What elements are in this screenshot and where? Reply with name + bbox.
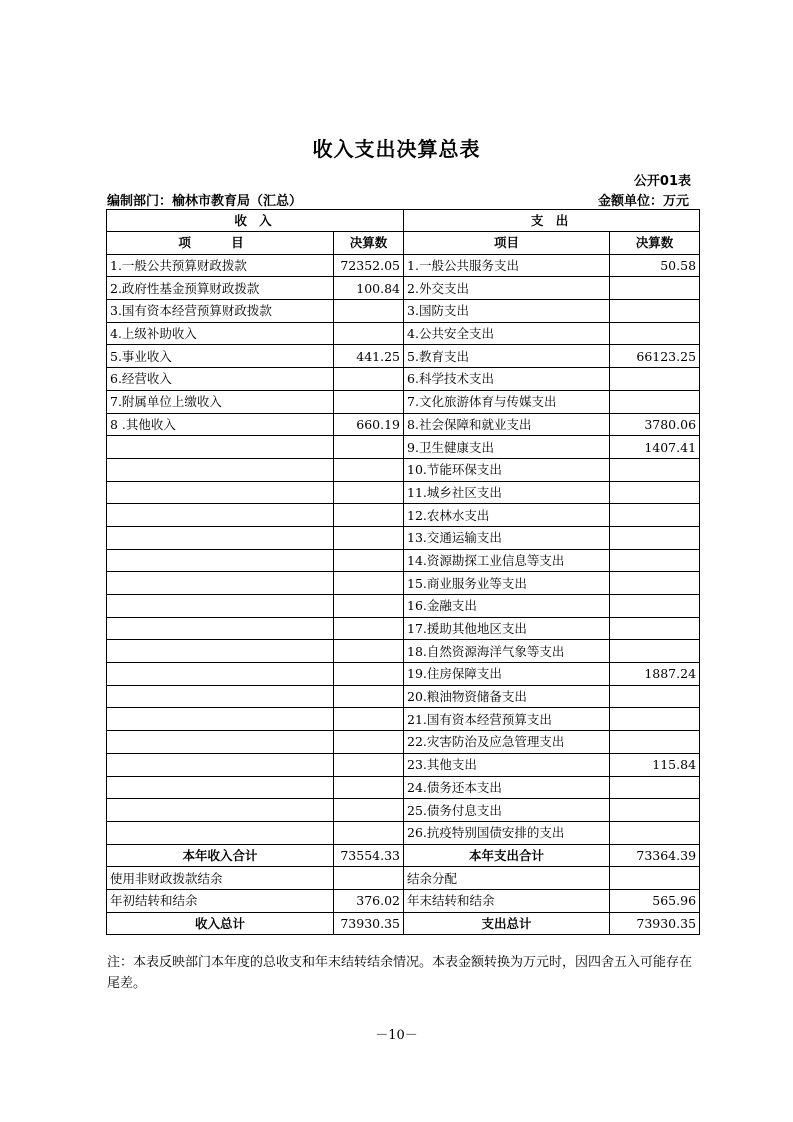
expense-amount-cell — [610, 504, 700, 527]
expense-amount-cell — [610, 708, 700, 731]
expense-amount-cell — [610, 572, 700, 595]
balance-expense-label: 年末结转和结余 — [404, 889, 610, 912]
table-row — [107, 277, 700, 300]
expense-item-cell: 9.卫生健康支出 — [404, 436, 610, 459]
table-row — [107, 300, 700, 323]
column-header-row — [107, 232, 700, 255]
table-row — [107, 617, 700, 640]
table-row — [107, 685, 700, 708]
expense-item-cell: 17.援助其他地区支出 — [404, 617, 610, 640]
income-amount-cell — [334, 572, 404, 595]
income-amount-cell — [334, 458, 404, 481]
expense-amount-cell: 1887.24 — [610, 663, 700, 686]
table-row — [107, 254, 700, 277]
balance-expense-label: 结余分配 — [404, 867, 610, 890]
income-group-header: 收 入 — [107, 210, 404, 232]
expense-item-cell: 6.科学技术支出 — [404, 368, 610, 391]
expense-group-header: 支 出 — [404, 210, 700, 232]
expense-item-cell: 24.债务还本支出 — [404, 776, 610, 799]
income-item-cell — [107, 731, 334, 754]
income-item-cell: 6.经营收入 — [107, 368, 334, 391]
income-expense-table — [106, 209, 700, 935]
table-number: 公开01表 — [633, 174, 691, 189]
balance-row — [107, 867, 700, 890]
expense-amount-cell — [610, 481, 700, 504]
balance-income-label: 使用非财政拨款结余 — [107, 867, 334, 890]
income-item-cell — [107, 640, 334, 663]
income-amount-cell: 660.19 — [334, 413, 404, 436]
expense-amount-cell: 1407.41 — [610, 436, 700, 459]
expense-amount-header: 决算数 — [610, 232, 700, 255]
expense-amount-cell — [610, 617, 700, 640]
income-item-cell: 7.附属单位上缴收入 — [107, 390, 334, 413]
expense-amount-cell — [610, 526, 700, 549]
income-item-cell — [107, 821, 334, 844]
expense-item-cell: 2.外交支出 — [404, 277, 610, 300]
income-amount-header: 决算数 — [334, 232, 404, 255]
income-item-cell — [107, 799, 334, 822]
table-row — [107, 504, 700, 527]
table-row — [107, 753, 700, 776]
year-income-total-label: 本年收入合计 — [107, 844, 334, 867]
grand-income-total-value: 73930.35 — [334, 912, 404, 935]
income-amount-cell: 72352.05 — [334, 254, 404, 277]
table-row — [107, 458, 700, 481]
year-expense-total-value: 73364.39 — [610, 844, 700, 867]
expense-item-cell: 21.国有资本经营预算支出 — [404, 708, 610, 731]
year-total-row — [107, 844, 700, 867]
balance-income-value — [334, 867, 404, 890]
expense-item-cell: 11.城乡社区支出 — [404, 481, 610, 504]
expense-item-cell: 3.国防支出 — [404, 300, 610, 323]
income-amount-cell: 441.25 — [334, 345, 404, 368]
expense-amount-cell — [610, 799, 700, 822]
balance-expense-value — [610, 867, 700, 890]
expense-item-header: 项目 — [404, 232, 610, 255]
expense-amount-cell: 66123.25 — [610, 345, 700, 368]
income-item-cell — [107, 481, 334, 504]
income-item-cell — [107, 663, 334, 686]
income-amount-cell — [334, 390, 404, 413]
expense-amount-cell: 115.84 — [610, 753, 700, 776]
table-row — [107, 708, 700, 731]
income-item-cell — [107, 595, 334, 618]
income-item-cell: 2.政府性基金预算财政拨款 — [107, 277, 334, 300]
expense-item-cell: 25.债务付息支出 — [404, 799, 610, 822]
income-amount-cell — [334, 300, 404, 323]
table-note: 注：本表反映部门本年度的总收支和年末结转结余情况。本表金额转换为万元时，因四舍五入可能存在尾差。 — [107, 955, 693, 991]
income-item-header: 项 目 — [107, 232, 334, 255]
expense-item-cell: 23.其他支出 — [404, 753, 610, 776]
table-row — [107, 368, 700, 391]
table-row — [107, 481, 700, 504]
income-amount-cell — [334, 731, 404, 754]
income-item-cell: 1.一般公共预算财政拨款 — [107, 254, 334, 277]
table-row — [107, 322, 700, 345]
expense-amount-cell: 50.58 — [610, 254, 700, 277]
table-row — [107, 640, 700, 663]
income-amount-cell — [334, 821, 404, 844]
income-amount-cell — [334, 663, 404, 686]
year-expense-total-label: 本年支出合计 — [404, 844, 610, 867]
expense-item-cell: 5.教育支出 — [404, 345, 610, 368]
income-amount-cell — [334, 617, 404, 640]
expense-item-cell: 16.金融支出 — [404, 595, 610, 618]
income-amount-cell — [334, 322, 404, 345]
page-number: －10－ — [375, 1028, 418, 1043]
table-row — [107, 390, 700, 413]
balance-row — [107, 889, 700, 912]
expense-item-cell: 19.住房保障支出 — [404, 663, 610, 686]
expense-item-cell: 1.一般公共服务支出 — [404, 254, 610, 277]
expense-amount-cell — [610, 277, 700, 300]
expense-amount-cell — [610, 821, 700, 844]
expense-amount-cell — [610, 368, 700, 391]
expense-amount-cell — [610, 731, 700, 754]
balance-income-value: 376.02 — [334, 889, 404, 912]
expense-amount-cell — [610, 322, 700, 345]
income-amount-cell — [334, 549, 404, 572]
table-row — [107, 572, 700, 595]
income-amount-cell — [334, 481, 404, 504]
income-amount-cell — [334, 799, 404, 822]
expense-item-cell: 20.粮油物资储备支出 — [404, 685, 610, 708]
income-amount-cell — [334, 776, 404, 799]
income-item-cell — [107, 436, 334, 459]
expense-item-cell: 22.灾害防治及应急管理支出 — [404, 731, 610, 754]
income-amount-cell — [334, 708, 404, 731]
grand-expense-total-label: 支出总计 — [404, 912, 610, 935]
income-amount-cell — [334, 640, 404, 663]
expense-item-cell: 15.商业服务业等支出 — [404, 572, 610, 595]
income-item-cell — [107, 504, 334, 527]
income-item-cell: 5.事业收入 — [107, 345, 334, 368]
expense-item-cell: 26.抗疫特别国债安排的支出 — [404, 821, 610, 844]
expense-amount-cell — [610, 595, 700, 618]
expense-item-cell: 4.公共安全支出 — [404, 322, 610, 345]
compiling-department: 编制部门：榆林市教育局（汇总） — [107, 194, 303, 209]
amount-unit: 金额单位：万元 — [597, 194, 689, 209]
table-row — [107, 799, 700, 822]
income-item-cell: 3.国有资本经营预算财政拨款 — [107, 300, 334, 323]
income-item-cell: 4.上级补助收入 — [107, 322, 334, 345]
income-item-cell — [107, 458, 334, 481]
expense-amount-cell — [610, 458, 700, 481]
income-item-cell — [107, 708, 334, 731]
table-row — [107, 526, 700, 549]
income-item-cell — [107, 753, 334, 776]
income-item-cell — [107, 526, 334, 549]
expense-item-cell: 12.农林水支出 — [404, 504, 610, 527]
expense-item-cell: 8.社会保障和就业支出 — [404, 413, 610, 436]
income-amount-cell — [334, 436, 404, 459]
income-item-cell: 8 .其他收入 — [107, 413, 334, 436]
expense-item-cell: 10.节能环保支出 — [404, 458, 610, 481]
table-row — [107, 549, 700, 572]
expense-item-cell: 18.自然资源海洋气象等支出 — [404, 640, 610, 663]
expense-item-cell: 13.交通运输支出 — [404, 526, 610, 549]
expense-amount-cell — [610, 685, 700, 708]
expense-item-cell: 14.资源勘探工业信息等支出 — [404, 549, 610, 572]
income-item-cell — [107, 685, 334, 708]
expense-amount-cell — [610, 776, 700, 799]
table-row — [107, 413, 700, 436]
page-title: 收入支出决算总表 — [312, 137, 481, 161]
table-row — [107, 663, 700, 686]
expense-amount-cell — [610, 549, 700, 572]
expense-amount-cell — [610, 640, 700, 663]
table-row — [107, 821, 700, 844]
table-row — [107, 595, 700, 618]
balance-income-label: 年初结转和结余 — [107, 889, 334, 912]
income-amount-cell — [334, 504, 404, 527]
expense-amount-cell: 3780.06 — [610, 413, 700, 436]
income-amount-cell — [334, 368, 404, 391]
income-amount-cell — [334, 526, 404, 549]
table-row — [107, 776, 700, 799]
income-item-cell — [107, 776, 334, 799]
expense-amount-cell — [610, 300, 700, 323]
income-item-cell — [107, 617, 334, 640]
income-amount-cell: 100.84 — [334, 277, 404, 300]
expense-amount-cell — [610, 390, 700, 413]
balance-expense-value: 565.96 — [610, 889, 700, 912]
grand-total-row — [107, 912, 700, 935]
income-item-cell — [107, 549, 334, 572]
year-income-total-value: 73554.33 — [334, 844, 404, 867]
income-amount-cell — [334, 685, 404, 708]
expense-item-cell: 7.文化旅游体育与传媒支出 — [404, 390, 610, 413]
income-amount-cell — [334, 595, 404, 618]
income-item-cell — [107, 572, 334, 595]
group-header-row — [107, 210, 700, 232]
income-amount-cell — [334, 753, 404, 776]
grand-income-total-label: 收入总计 — [107, 912, 334, 935]
table-row — [107, 345, 700, 368]
table-row — [107, 731, 700, 754]
grand-expense-total-value: 73930.35 — [610, 912, 700, 935]
table-row — [107, 436, 700, 459]
